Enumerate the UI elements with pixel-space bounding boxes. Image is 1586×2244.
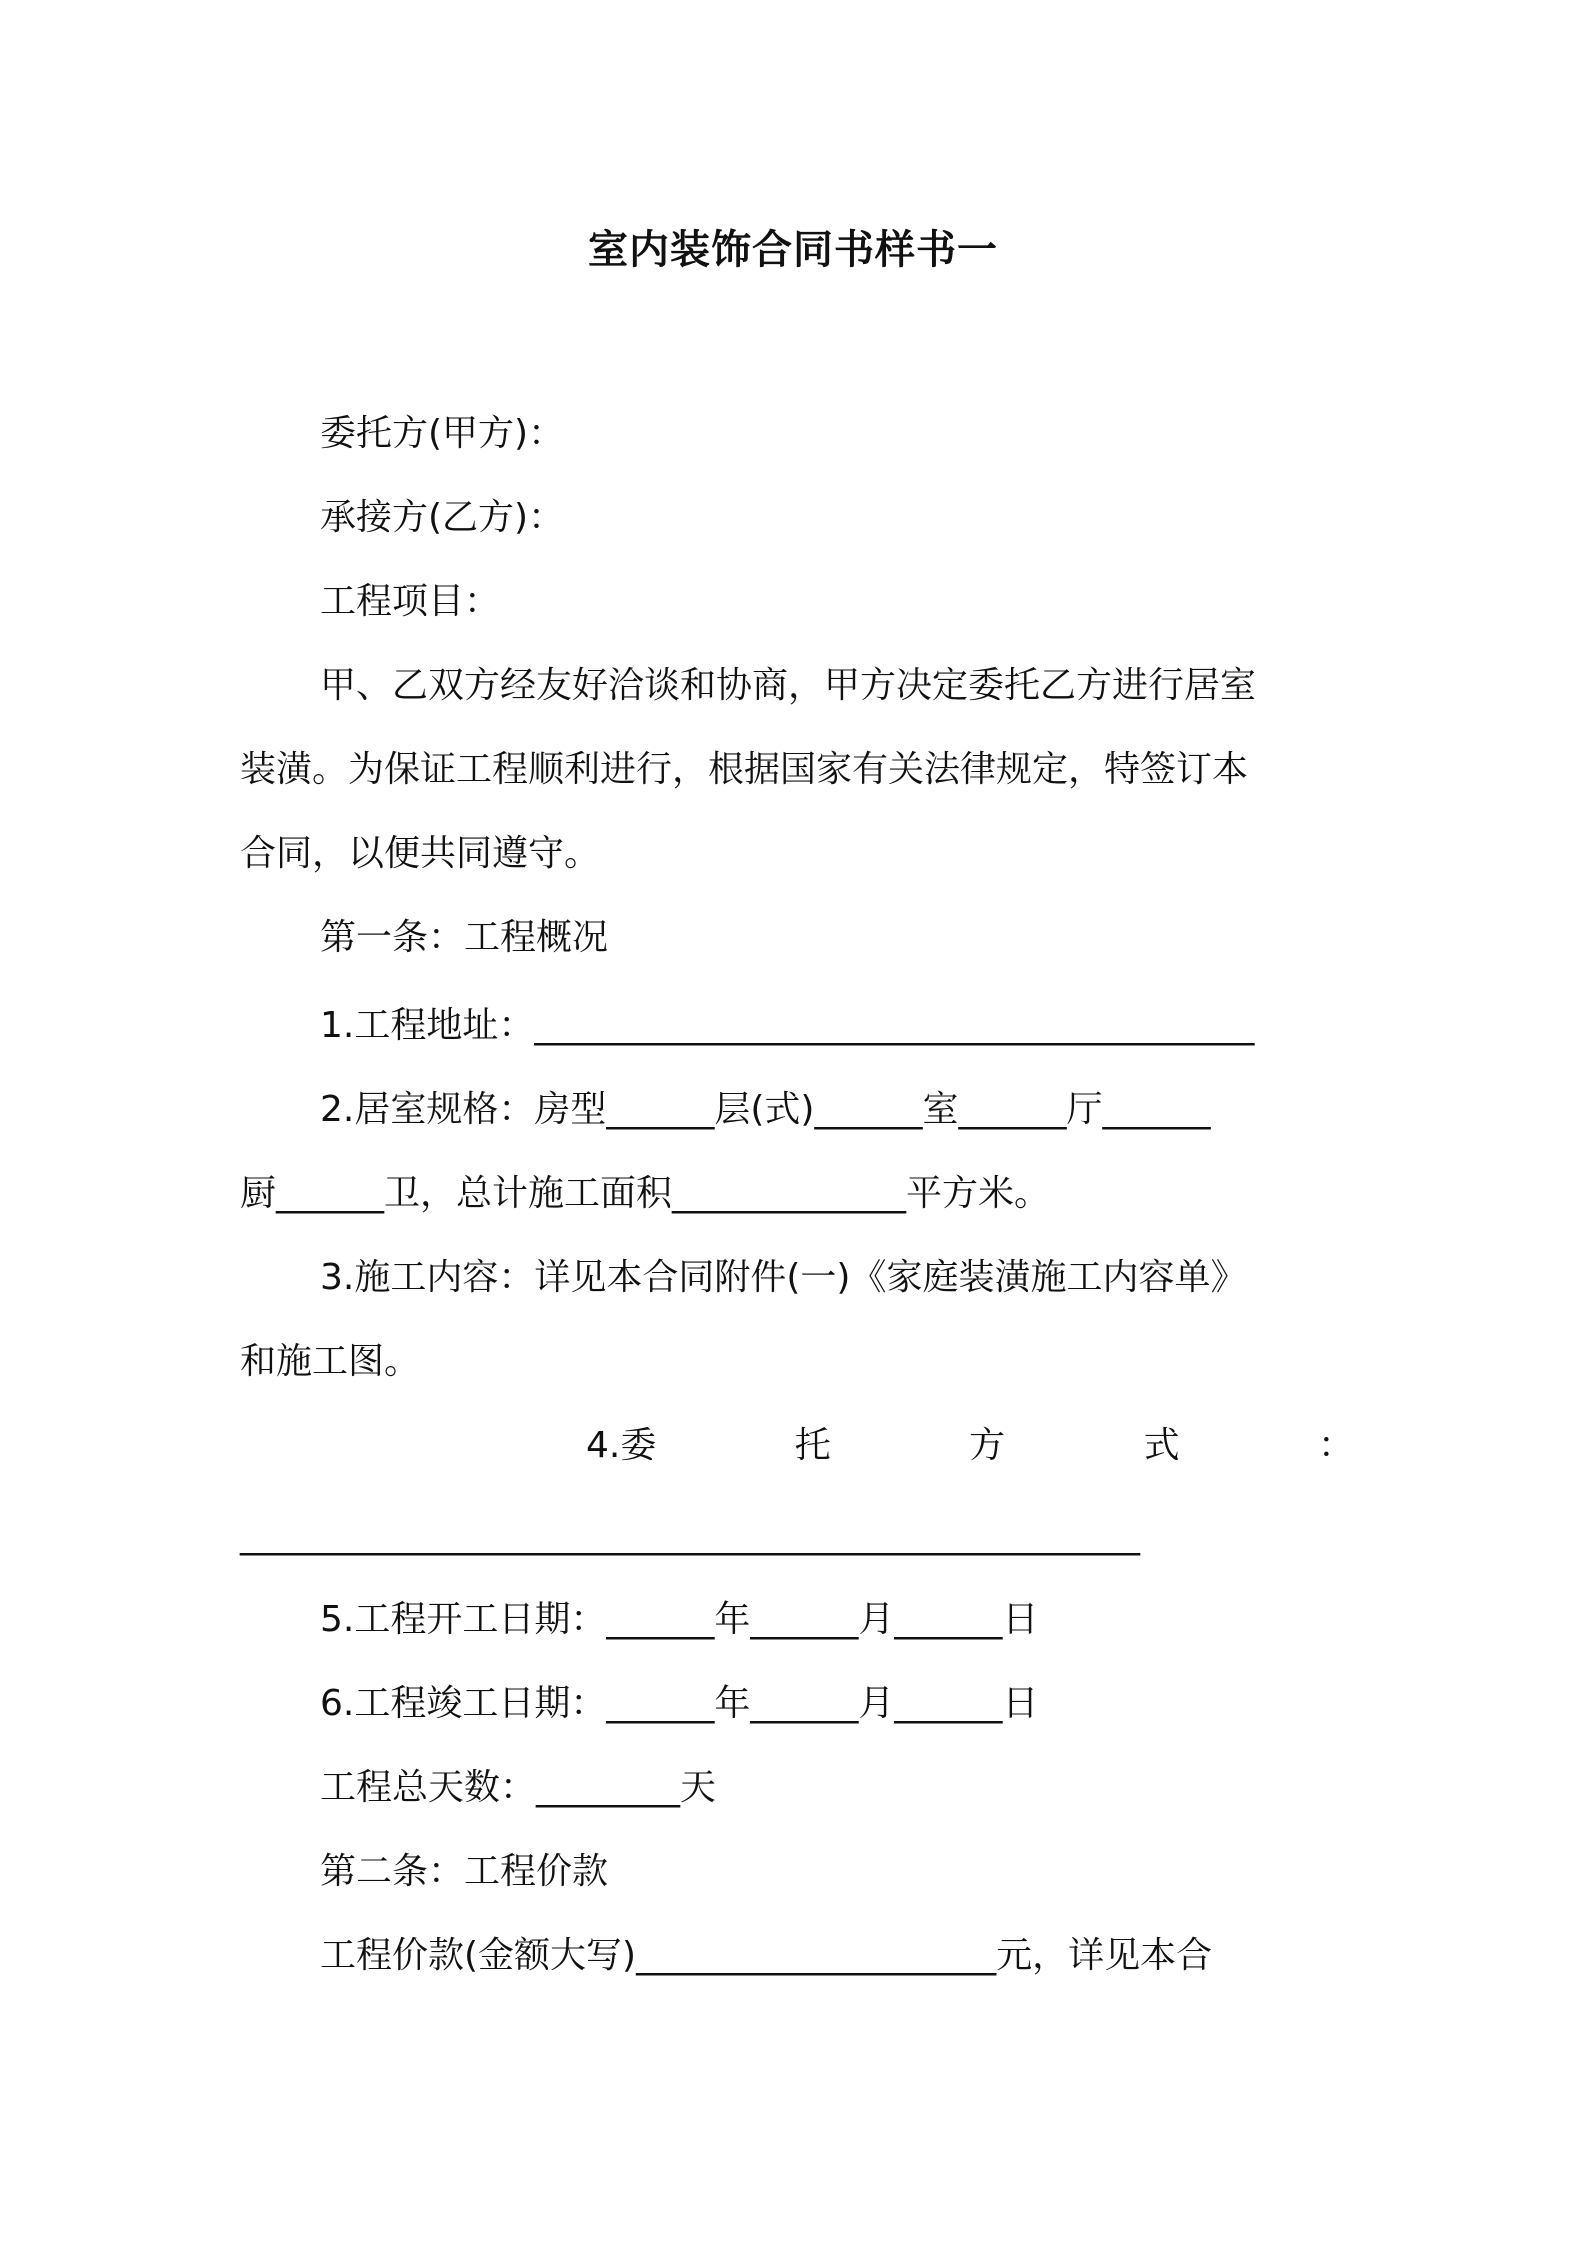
- client-line: 委托方(甲方)：: [320, 413, 565, 454]
- project-line: 工程项目：: [320, 581, 501, 622]
- contractor-line: 承接方(乙方)：: [320, 497, 565, 538]
- content-line-1: 3.施工内容：详见本合同附件(一)《家庭装潢施工内容单》: [320, 1257, 1247, 1298]
- total-days-line: 工程总天数：________天: [320, 1767, 717, 1808]
- intro-line-2: 装潢。为保证工程顺利进行，根据国家有关法律规定，特签订本: [240, 749, 1249, 790]
- entrust-char: ：: [1317, 1425, 1354, 1466]
- document-title: 室内装饰合同书样书一: [588, 227, 998, 273]
- entrust-char: 托: [794, 1425, 831, 1466]
- end-date-line: 6.工程竣工日期：______年______月______日: [320, 1683, 1039, 1724]
- article-2-heading: 第二条：工程价款: [320, 1851, 609, 1892]
- spec-line-2: 厨______卫，总计施工面积_____________平方米。: [240, 1173, 1051, 1214]
- entrust-method-blank: __________________________________________________: [240, 1515, 1140, 1556]
- entrust-char: 4.委: [586, 1425, 657, 1466]
- address-line: 1.工程地址：________________________________________: [320, 1005, 1255, 1046]
- intro-line-1: 甲、乙双方经友好洽谈和协商，甲方决定委托乙方进行居室: [320, 665, 1257, 706]
- article-1-heading: 第一条：工程概况: [320, 917, 609, 958]
- entrust-char: 方: [969, 1425, 1006, 1466]
- spec-line-1: 2.居室规格：房型______层(式)______室______厅______: [320, 1089, 1211, 1130]
- content-line-2: 和施工图。: [240, 1341, 421, 1382]
- entrust-method-line: [586, 1424, 1354, 1468]
- price-line: 工程价款(金额大写)____________________元，详见本合: [320, 1935, 1213, 1976]
- start-date-line: 5.工程开工日期：______年______月______日: [320, 1599, 1039, 1640]
- entrust-char: 式: [1143, 1425, 1180, 1466]
- intro-line-3: 合同，以便共同遵守。: [240, 833, 601, 874]
